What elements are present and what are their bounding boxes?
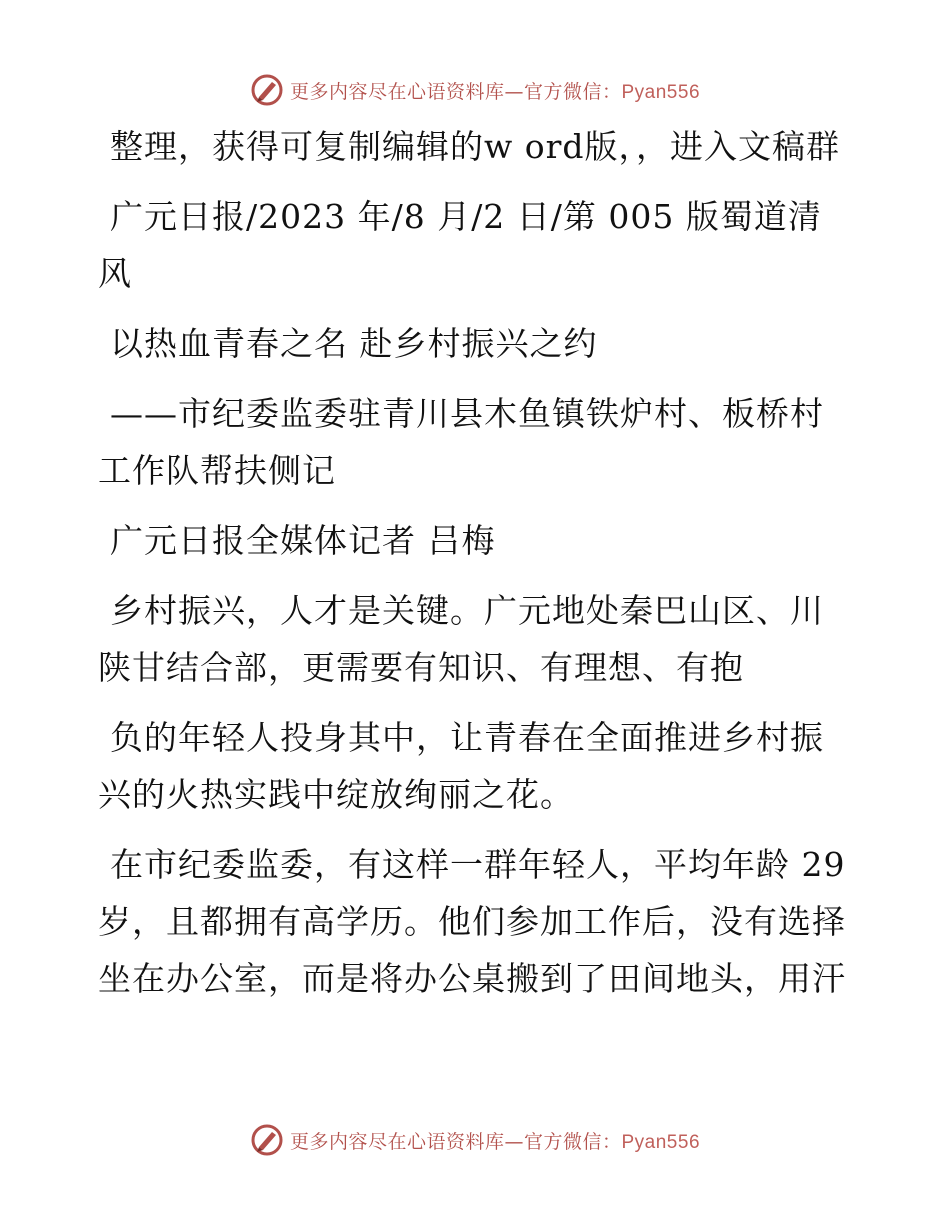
watermark-text <box>290 77 700 104</box>
document-body <box>98 118 850 1020</box>
paragraph-body-1: 乡村振兴，人才是关键。广元地处秦巴山区、川陕甘结合部，更需要有知识、有理想、有抱 <box>98 591 824 687</box>
paragraph-body-3: 在市纪委监委，有这样一群年轻人，平均年龄 29 岁，且都拥有高学历。他们参加工作后，没有选择坐在办公室，而是将办公桌搬到了田间地头，用汗 <box>98 845 846 998</box>
article-subtitle: ——市纪委监委驻青川县木鱼镇铁炉村、板桥村工作队帮扶侧记 <box>98 394 824 490</box>
article-title: 以热血青春之名 赴乡村振兴之约 <box>110 324 598 363</box>
watermark-wechat-id: Pyan556 <box>621 1131 701 1153</box>
pen-logo-icon <box>250 73 284 107</box>
article-byline: 广元日报全媒体记者 吕梅 <box>110 521 496 560</box>
footer-watermark <box>0 1120 950 1160</box>
paragraph-body-2: 负的年轻人投身其中，让青春在全面推进乡村振兴的火热实践中绽放绚丽之花。 <box>98 718 824 814</box>
header-watermark <box>0 70 950 110</box>
pen-logo-icon <box>250 1123 284 1157</box>
paragraph-intro: 整理，获得可复制编辑的w ord版，，进入文稿群 <box>110 127 841 166</box>
watermark-text <box>290 1127 700 1154</box>
watermark-label: 更多内容尽在心语资料库—官方微信： <box>289 1130 622 1153</box>
paragraph-source: 广元日报/2023 年/8 月/2 日/第 005 版蜀道清风 <box>98 197 822 293</box>
watermark-label: 更多内容尽在心语资料库—官方微信： <box>289 80 622 103</box>
watermark-wechat-id: Pyan556 <box>621 81 701 103</box>
